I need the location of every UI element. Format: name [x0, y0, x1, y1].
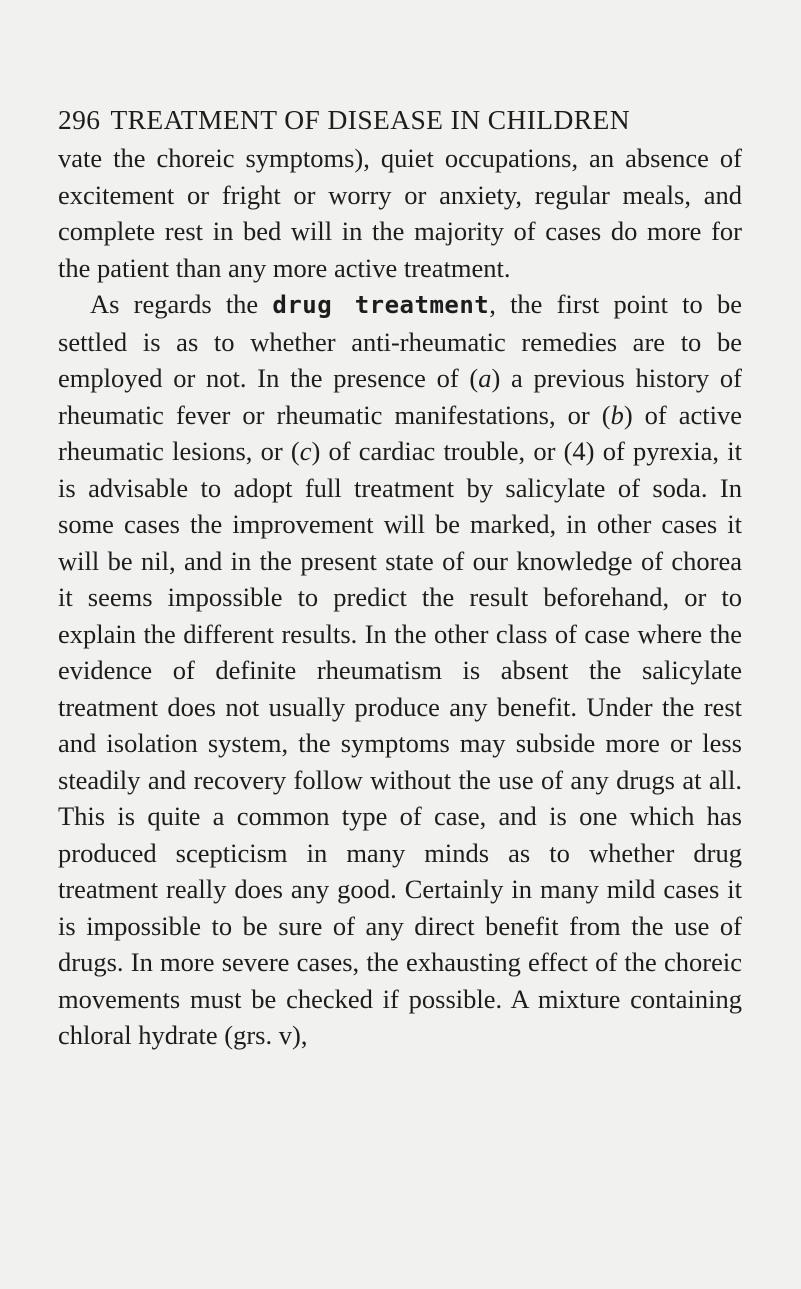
- text-run: , the first point to be settled is as to whether anti-rheumatic remedies are to be employed or not. In the presence of (: [58, 289, 742, 393]
- running-header: [58, 104, 748, 136]
- list-marker-a: a: [478, 363, 492, 393]
- list-marker-c: c: [299, 436, 312, 466]
- running-title: TREATMENT OF DISEASE IN CHILDREN: [110, 104, 630, 135]
- body-text: [58, 140, 742, 1054]
- text-run: ) of active rheumatic lesions, or (: [58, 399, 743, 466]
- page-number: 296: [58, 104, 101, 135]
- list-marker-b: b: [610, 399, 624, 430]
- emphasis-drug-treatment: drug treatment: [272, 291, 490, 319]
- text-run: ) of cardiac trouble, or (4) of pyrexia, it is advisable to adopt full treatment by salicylate of soda. In some cases the improvement will be marked, in other cases it will be nil, and in the present state of our knowledge of chorea it seems impossible to predict the result beforehand, or to explain the different results. In the other class of case where the evidence of definite rheumatism is absent the salicylate treatment does not usually produce any benefit. Under the rest and isolation system, the symptoms may subside more or less steadily and recovery follow without the use of any drugs at all. This is quite a common type of case, and is one which has produced scepticism in many minds as to whether drug treatment really does any good. Certainly in many mild cases it is impossible to be sure of any direct benefit from the use of drugs. In more severe cases, the exhausting effect of the choreic movements must be checked if possible. A mixture containing chloral hydrate (grs. v),: [58, 436, 742, 1050]
- paragraph-drug-treatment: [58, 286, 742, 1054]
- text-run: ) a previous history of rheumatic fever or rheumatic manifestations, or (: [58, 363, 742, 430]
- paragraph-continued: vate the choreic symptoms), quiet occupations, an absence of excitement or fright or worry or anxiety, regular meals, and complete rest in bed will in the majority of cases do more for the patient than any more active treatment.: [58, 143, 742, 283]
- text-run: As regards the: [90, 289, 273, 319]
